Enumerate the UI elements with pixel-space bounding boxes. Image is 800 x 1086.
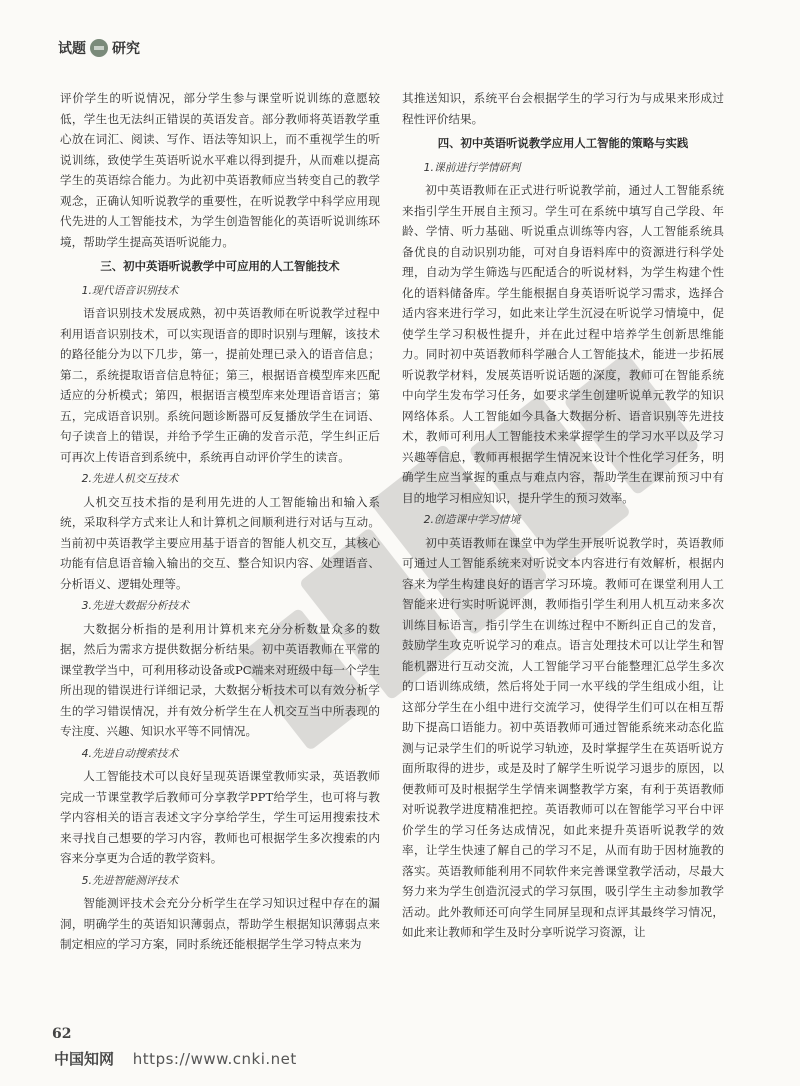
page-number: 62 (52, 1026, 72, 1042)
paragraph: 人机交互技术指的是利用先进的人工智能输出和输入系统，采取科学方式来让人和计算机之间顺利进行对话与互动。当前初中英语教学主要应用基于语音的智能人机交互，其核心功能有信息语音输入输出的交互、整合知识内容、处理语音、分析语义、逻辑处理等。 (60, 494, 380, 591)
paragraph: 其推送知识，系统平台会根据学生的学习行为与成果来形成过程性评价结果。 (402, 91, 724, 126)
journal-logo-icon (90, 39, 108, 57)
cnki-logo: 中国知网 (54, 1050, 115, 1068)
subsection-heading: 4.先进自动搜索技术 (81, 746, 179, 760)
left-text-column (60, 88, 380, 955)
right-text-column (402, 88, 724, 943)
journal-title-part2: 研究 (112, 41, 140, 57)
subsection-heading: 5.先进智能测评技术 (81, 873, 179, 887)
subsection-heading: 2.创造课中学习情境 (423, 513, 521, 526)
section-heading: 三、初中英语听说教学中可应用的人工智能技术 (100, 259, 340, 273)
subsection-heading: 2.先进人机交互技术 (81, 472, 179, 485)
paragraph: 评价学生的听说情况，部分学生参与课堂听说训练的意愿较低，学生也无法纠正错误的英语发音。部分教师将英语教学重心放在词汇、阅读、写作、语法等知识上，而不重视学生的听说训练，致使学生英语听说水平难以得到提升，从而难以提高学生的英语综合能力。为此初中英语教师应当转变自己的教学观念，正确认知听说教学的重要性，在听说教学中科学应用现代先进的人工智能技术，为学生创造智能化的英语听说训练环境，帮助学生提高英语听说能力。 (60, 91, 380, 249)
subsection-heading: 3.先进大数据分析技术 (81, 599, 190, 612)
paragraph: 智能测评技术会充分分析学生在学习知识过程中存在的漏洞，明确学生的英语知识薄弱点，帮助学生根据知识薄弱点来制定相应的学习方案，同时系统还能根据学生学习特点来为 (60, 896, 380, 951)
cnki-url-link[interactable]: https://www.cnki.net (132, 1050, 297, 1068)
subsection-heading: 1.现代语音识别技术 (81, 283, 179, 297)
journal-header (58, 38, 140, 58)
section-heading: 四、初中英语听说教学应用人工智能的策略与实践 (437, 136, 689, 150)
paragraph: 人工智能技术可以良好呈现英语课堂教师实录，英语教师完成一节课堂教学后教师可分享教学PPT给学生，也可将与教学内容相关的语言表述文字分享给学生，学生可运用搜索技术来寻找自己想要的学习内容，教师也可根据学生多次搜索的内容来分享更为合适的教学资料。 (60, 769, 380, 865)
paragraph: 语音识别技术发展成熟，初中英语教师在听说教学过程中利用语音识别技术，可以实现语音的即时识别与理解，该技术的路径能分为以下几步，第一，提前处理已录入的语音信息；第二，系统提取语音信息特征；第三，根据语音模型库来匹配适应的分析模式；第四，根据语言模型库来处理语音语言；第五，完成语音识别。系统问题诊断器可反复播放学生在词语、句子读音上的错误，并给予学生正确的发音示范，学生纠正后可再次上传语音到系统中，系统再自动评价学生的读音。 (60, 306, 380, 464)
footer (54, 1048, 297, 1069)
journal-title-part1: 试题 (58, 41, 86, 57)
paragraph: 初中英语教师在课堂中为学生开展听说教学时，英语教师可通过人工智能系统来对听说文本内容进行有效解析，根据内容来为学生构建良好的语言学习环境。教师可在课堂利用人工智能来进行实时听说评测，教师指引学生利用人机互动来多次训练目标语言，指引学生在训练过程中不断纠正自己的发音，鼓励学生攻克听说学习的难点。语言处理技术可以让学生和智能机器进行互动交流，人工智能学习平台能整理汇总学生多次的口语训练成绩，然后将处于同一水平线的学生组成小组，让这部分学生在小组中进行交流学习，使得学生们可以在相互帮助下提高口语能力。初中英语教师可通过智能系统来动态化监测与记录学生们的听说学习轨迹，及时掌握学生在英语听说方面所取得的进步，或是及时了解学生听说学习退步的原因，以便教师可及时根据学生学情来调整教学方案，有利于英语教师对听说教学进度精准把控。英语教师可以在智能学习平台中评价学生的学习任务达成情况，如此来提升英语听说教学的效率，让学生快速了解自己的学习不足，从而有助于因材施教的落实。英语教师能利用不同软件来完善课堂教学活动，尽最大努力来为学生创造沉浸式的学习氛围，吸引学生主动参加教学活动。此外教师还可向学生同屏呈现和点评其最终学习情况，如此来让教师和学生及时分享听说学习资源，让 (402, 535, 724, 939)
subsection-heading: 1.课前进行学情研判 (423, 160, 521, 174)
paragraph: 大数据分析指的是利用计算机来充分分析数量众多的数据，然后为需求方提供数据分析结果。初中英语教师在平常的课堂教学当中，可利用移动设备或PC端来对班级中每一个学生所出现的错误进行详细记录，大数据分析技术可以有效分析学生的学习错误情况，并有效分析学生在人机交互当中所表现的专注度、兴趣、知识水平等不同情况。 (60, 621, 380, 738)
paragraph: 初中英语教师在正式进行听说教学前，通过人工智能系统来指引学生开展自主预习。学生可在系统中填写自己学段、年龄、学情、听力基础、听说重点训练等内容，人工智能系统具备优良的自动识别功能，可对自身语料库中的资源进行科学处理，自动为学生筛选与匹配适合的听说材料，为学生构建个性化的语料储备库。学生能根据自身英语听说学习需求，选择合适内容来进行学习，如此来让学生沉浸在听说学习情境中，促使学生学习积极性提升，并在此过程中培养学生创新思维能力。同时初中英语教师科学融合人工智能技术，能进一步拓展听说教学材料，发展英语听说话题的深度，教师可在智能系统中向学生发布学习任务，如要求学生创建听说单元教学的知识网络体系。人工智能如今具备大数据分析、语音识别等先进技术，教师可利用人工智能技术来掌握学生的学习水平以及学习兴趣等信息，教师再根据学生情况来设计个性化学习任务，明确学生应当掌握的重点与难点内容，帮助学生在课前预习中有目的地学习相应知识，提升学生的预习效率。 (402, 183, 724, 505)
